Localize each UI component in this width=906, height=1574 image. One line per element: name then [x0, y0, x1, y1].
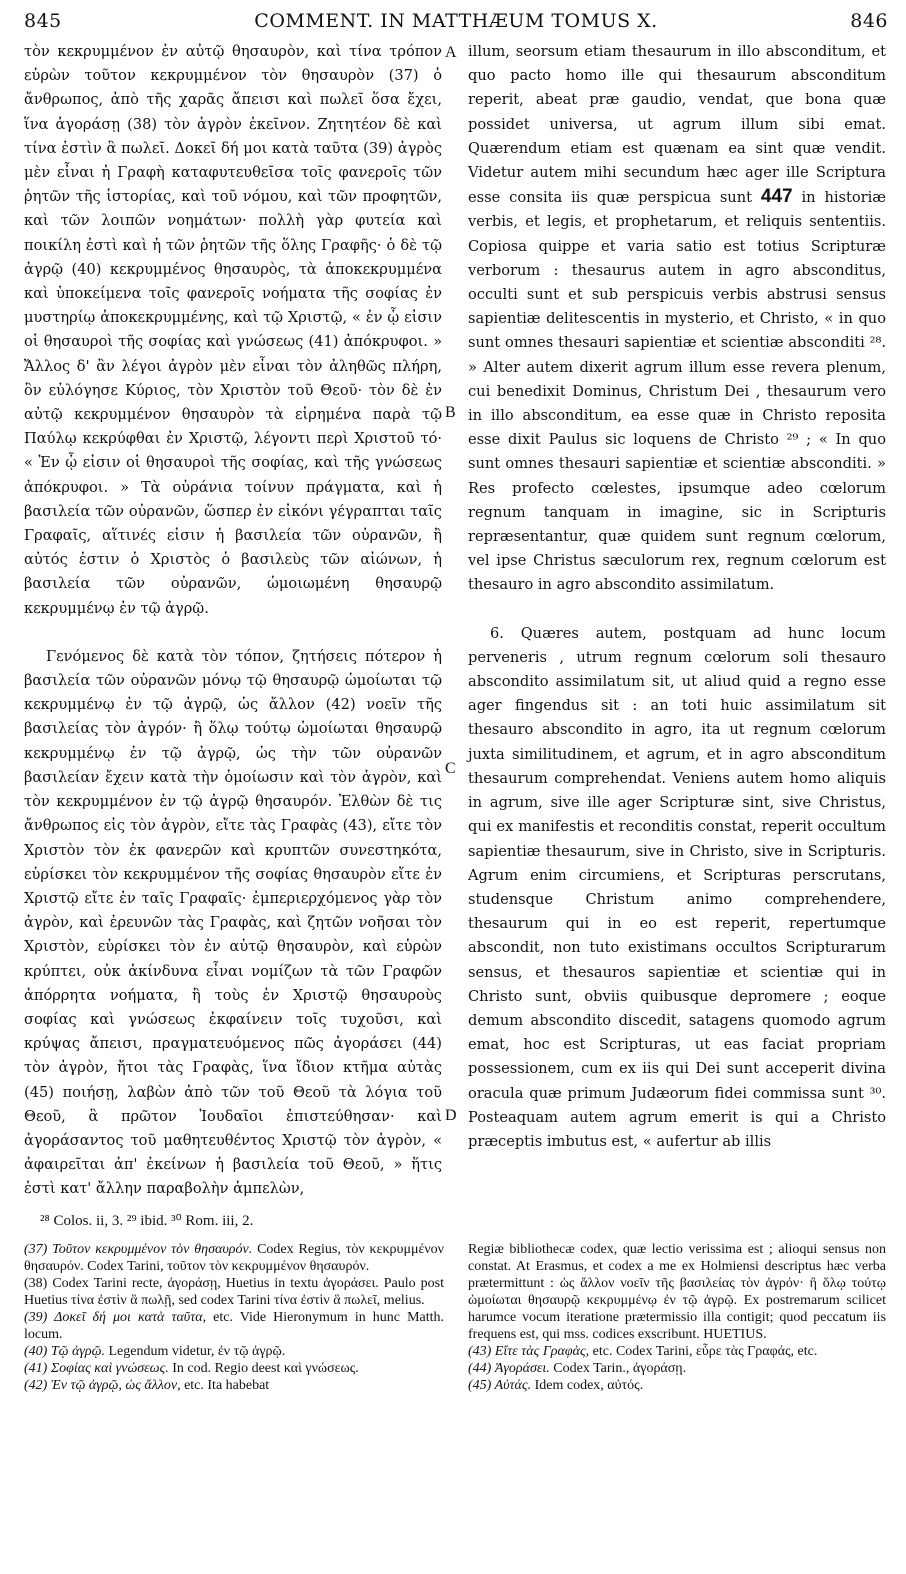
scripture-references: ²⁸ Colos. ii, 3. ²⁹ ibid. ³⁰ Rom. iii, 2. [40, 1213, 254, 1229]
greek-column [24, 40, 442, 1202]
footnotes-right [468, 1241, 886, 1394]
footnote-lemma: (44) Ἀγοράσει. [468, 1361, 550, 1376]
latin-paragraph-1 [468, 40, 886, 598]
footnote-text: In cod. Regio deest καὶ γνώσεως. [168, 1361, 359, 1376]
footnote-text: etc. Vide Hieronymum in hunc Matth. locum. [24, 1310, 445, 1342]
footnote-42 [24, 1377, 444, 1394]
footnote-lemma: (41) Σοφίας καὶ γνώσεως. [24, 1361, 169, 1376]
footnote-38 [24, 1275, 444, 1309]
page-number-left: 845 [24, 10, 62, 32]
latin-column [468, 40, 886, 1154]
footnote-lemma: (39) Δοκεῖ δή μοι κατὰ ταῦτα, [24, 1310, 207, 1325]
margin-letter-d: D [445, 1107, 457, 1124]
margin-letter-b: B [445, 404, 456, 421]
footnote-37 [24, 1241, 444, 1275]
latin-paragraph-2: 6. Quæres autem, postquam ad hunc locum perveneris , utrum regnum cœlorum soli thesauro abscondito assimilatum sit, ut aliud quid a regno esse ager fingendus sit : an toti huic assimilatum sit thesauro abscondito in agro, ita ut regnum cœlorum juxta similitudinem, et agrum, et in agro absconditum thesaurum comprehendat. Veniens autem homo aliquis in agrum, sive ille ager Scripturæ sint, sive Christus, qui ex manifestis et reconditis constat, reperit occultum sapientiæ thesaurum, sive in Christo, sive in Scripturis. Agrum enim circumiens, et Scripturas perscrutans, studensque Christum animo comprehendere, thesaurum qui in eo est reperit, repertumque abscondit, non tuto existimans occultos Scripturarum sensus, et thesauros sapientiæ et scientiæ qui in Christo sunt, obviis quibusque depromere ; eoque demum abscondito discedit, satagens quomodo agrum emat, hoc est Scripturas, ut eas faciat propriam possessionem, cum ex iis qui Dei sunt acceperit divina oracula quæ primum Judæorum fidei commissa sunt ³⁰. Posteaquam autem agrum emerit is qui a Christo præceptis imbutus est, « aufertur ab illis [468, 624, 886, 1150]
footnote-lemma: (45) Αὐτάς. [468, 1378, 532, 1393]
footnote-44 [468, 1360, 886, 1377]
margin-letter-c: C [445, 760, 456, 777]
footnote-text: etc. Codex Tarini, εὗρε τὰς Γραφάς, etc. [589, 1344, 818, 1359]
footnote-text: Codex Regius, τὸν κεκρυμμένον θησαυρόν. Codex Tarini, τοῦτον τὸν κεκρυμμένον θησαυρόν. [24, 1242, 445, 1274]
footnote-41 [24, 1360, 444, 1377]
column-number-447: 447 [760, 186, 793, 208]
footnote-text: Codex Tarin., ἀγοράσῃ. [549, 1361, 687, 1376]
footnote-text: Legendum videtur, ἐν τῷ ἀγρῷ. [104, 1344, 286, 1359]
footnote-lemma: (40) Τῷ ἀγρῷ. [24, 1344, 105, 1359]
footnote-text: etc. Ita habebat [180, 1378, 270, 1393]
running-title: COMMENT. IN MATTHÆUM TOMUS X. [254, 10, 658, 32]
footnote-43 [468, 1343, 886, 1360]
margin-letter-a: A [445, 44, 457, 61]
footnote-42-continued [468, 1241, 886, 1343]
footnote-40 [24, 1343, 444, 1360]
footnote-lemma: (42) Ἐν τῷ ἀγρῷ, ὡς ἄλλον, [24, 1378, 181, 1393]
footnote-text: (38) Codex Tarini recte, ἀγοράσῃ, Huetius in textu ἀγοράσει. Paulo post Huetius τίνα ἐστὶν ἃ πωλῇ, sed codex Tarini τίνα ἐστὶν ἃ πωλεῖ, melius. [24, 1276, 444, 1308]
footnote-45 [468, 1377, 886, 1394]
footnote-text: Regiæ bibliothecæ codex, quæ lectio verissima est ; alioqui sensus non constat. At Erasmus, et codex a me ex Holmiensi descriptus hæc verba prætermittunt : ὡς ἄλλον νοεῖν τῆς βασιλείας τὸν ἀγρόν· ἢ ὅλῳ τούτῳ ὡμοίωται θησαυρῷ κεκρυμμένῳ ἐν τῷ ἀγρῷ. Ex postremarum scilicet harumce vocum iteratione prætermissio illa contigit; quod peccatum iis frequens est, qui mss. codices exscribunt. HUETIUS. [468, 1242, 886, 1342]
greek-paragraph-1: τὸν κεκρυμμένον ἐν αὐτῷ θησαυρὸν, καὶ τίνα τρόπον εὑρὼν τοῦτον κεκρυμμένον τὸν θησαυρὸν (37) ὁ ἄνθρωπος, ἀπὸ τῆς χαρᾶς ἄπεισι καὶ πωλεῖ ὅσα ἔχει, ἵνα ἀγοράσῃ (38) τὸν ἀγρὸν ἐκεῖνον. Ζητητέον δὲ καὶ τίνα ἐστὶν ἃ πωλεῖ. Δοκεῖ δή μοι κατὰ ταῦτα (39) ἀγρὸς μὲν εἶναι ἡ Γραφὴ καταφυτευθεῖσα τοῖς φανεροῖς τῶν ῥητῶν τῆς ἱστορίας, καὶ τοῦ νόμου, καὶ τῶν προφητῶν, καὶ τῶν λοιπῶν νοημάτων· πολλὴ γὰρ φυτεία καὶ ποικίλη ἐστὶ καὶ ἡ τῶν ῥητῶν τῆς ὅλης Γραφῆς· ὁ δὲ τῷ ἀγρῷ (40) κεκρυμμένος θησαυρὸς, τὰ ἀποκεκρυμμένα καὶ ὑποκείμενα τοῖς φανεροῖς νοήματα τῆς σοφίας ἐν μυστηρίῳ ἀποκεκρυμμένης, καὶ τῷ Χριστῷ, « ἐν ᾧ εἰσιν οἱ θησαυροὶ τῆς σοφίας καὶ γνώσεως (41) ἀπόκρυφοι. » Ἄλλος δ' ἂν λέγοι ἀγρὸν μὲν εἶναι τὸν ἀληθῶς πλήρη, ὃν εὐλόγησε Κύριος, τὸν Χριστὸν τοῦ Θεοῦ· τὸν δὲ ἐν αὐτῷ κεκρυμμένον θησαυρὸν τὰ εἰρημένα παρὰ τῷ Παύλῳ κεκρύφθαι ἐν Χριστῷ, λέγοντι περὶ Χριστοῦ τό· « Ἐν ᾧ εἰσιν οἱ θησαυροὶ τῆς σοφίας, καὶ τῆς γνώσεως ἀπόκρυφοι. » Τὰ οὐράνια τοίνυν πράγματα, καὶ ἡ βασιλεία τῶν οὐρανῶν, ὥσπερ ἐν εἰκόνι γέγραπται ταῖς Γραφαῖς, αἵτινές εἰσιν ἡ βασιλεία τῶν οὐρανῶν, ἢ αὐτός ἐστιν ὁ Χριστὸς ὁ βασιλεὺς τῶν αἰώνων, ἡ βασιλεία τῶν οὐρανῶν, ὡμοιωμένη θησαυρῷ κεκρυμμένῳ ἐν τῷ ἀγρῷ. [24, 43, 442, 617]
latin-paragraph-1-start: illum, seorsum etiam thesaurum in illo absconditum, et quo pacto homo ille qui thesaurum absconditum reperit, abeat præ gaudio, vendat, que bona quæ possidet universa, ut agrum illum sibi emat. Quærendum etiam est quænam ea sint quæ vendit. Videtur autem mihi secundum hæc ager ille Scriptura esse consita iis quæ perspicua sunt [468, 43, 886, 207]
greek-paragraph-2: Γενόμενος δὲ κατὰ τὸν τόπον, ζητήσεις πότερον ἡ βασιλεία τῶν οὐρανῶν μόνῳ τῷ θησαυρῷ ὡμοίωται τῷ κεκρυμμένῳ ἐν τῷ ἀγρῷ, ὡς ἄλλον (42) νοεῖν τῆς βασιλείας τὸν ἀγρόν· ἢ ὅλῳ τούτῳ ὡμοίωται θησαυρῷ κεκρυμμένῳ ἐν τῷ ἀγρῷ, ὡς τὴν τῶν οὐρανῶν βασιλείαν ἔχειν κατὰ τὴν ὁμοίωσιν καὶ τὸν ἀγρὸν, καὶ τὸν κεκρυμμένον ἐν τῷ ἀγρῷ θησαυρόν. Ἐλθὼν δὲ τις ἄνθρωπος εἰς τὸν ἀγρὸν, εἴτε τὰς Γραφὰς (43), εἴτε τὸν Χριστὸν τὸν ἐκ φανερῶν καὶ κρυπτῶν συνεστηκότα, εὑρίσκει τὸν κεκρυμμένον τῆς σοφίας θησαυρὸν εἴτε ἐν Χριστῷ εἴτε ἐν ταῖς Γραφαῖς· ἐμπεριερχόμενος γὰρ τὸν ἀγρὸν, καὶ ἐρευνῶν τὰς Γραφὰς, καὶ ζητῶν νοῆσαι τὸν Χριστὸν, εὑρίσκει τὸν ἐν αὐτῷ θησαυρὸν, καὶ εὑρὼν κρύπτει, οὐκ ἀκίνδυνα εἶναι νομίζων τὰ τῶν Γραφῶν ἀπόρρητα νοήματα, ἢ τοὺς ἐν Χριστῷ θησαυροὺς σοφίας καὶ γνώσεως ἐκφαίνειν τοῖς τυχοῦσι, καὶ κρύψας ἄπεισι, πραγματευόμενος πῶς ἀγοράσει (44) τὸν ἀγρὸν, ἤτοι τὰς Γραφὰς, ἵνα ἴδιον κτῆμα αὐτὰς (45) ποιήσῃ, λαβὼν ἀπὸ τῶν τοῦ Θεοῦ τὰ λόγια τοῦ Θεοῦ, ἃ πρῶτον Ἰουδαῖοι ἐπιστεύθησαν· καὶ ἀγοράσαντος τοῦ μαθητευθέντος Χριστῷ τὸν ἀγρὸν, « ἀφαιρεῖται ἀπ' ἐκείνων ἡ βασιλεία τοῦ Θεοῦ, » ἥτις ἐστὶ κατ' ἄλλην παραβολὴν ἀμπελὼν, [24, 647, 442, 1198]
page-number-right: 846 [850, 10, 888, 32]
footnote-lemma: (37) Τοῦτον κεκρυμμένον τὸν θησαυρόν. [24, 1242, 253, 1257]
latin-paragraph-1-end: in historiæ verbis, et legis, et prophetarum, et reliquis sententiis. Copiosa quippe et varia satio est totius Scripturæ verborum : thesaurus autem in agro absconditus, occulti sunt et sub perspicuis verbis abstrusi sensus sapientiæ delitescentis in mysterio, et Christo, « in quo sunt omnes thesauri sapientiæ et scientiæ absconditi ²⁸. » Alter autem dixerit agrum illum esse revera plenum, cui benedixit Dominus, Christum Dei , thesaurum vero in illo absconditum, ea esse quæ in Christo reposita esse dixit Paulus sic loquens de Christo ²⁹ ; « In quo sunt omnes thesauri sapientiæ et scientiæ absconditi. » Res profecto cœlestes, ipsumque adeo cœlorum regnum tanquam in imagine, sic in Scripturis repræsentantur, quæ quidem sunt regnum cœlorum, vel ipse Christus sæculorum rex, regnum cœlorum est thesauro in agro abscondito assimilatum. [468, 189, 887, 594]
footnote-lemma: (43) Εἴτε τὰς Γραφὰς, [468, 1344, 590, 1359]
footnote-39 [24, 1309, 444, 1343]
page-header [24, 10, 888, 42]
footnotes-left [24, 1241, 444, 1394]
footnote-text: Idem codex, αὐτός. [531, 1378, 644, 1393]
